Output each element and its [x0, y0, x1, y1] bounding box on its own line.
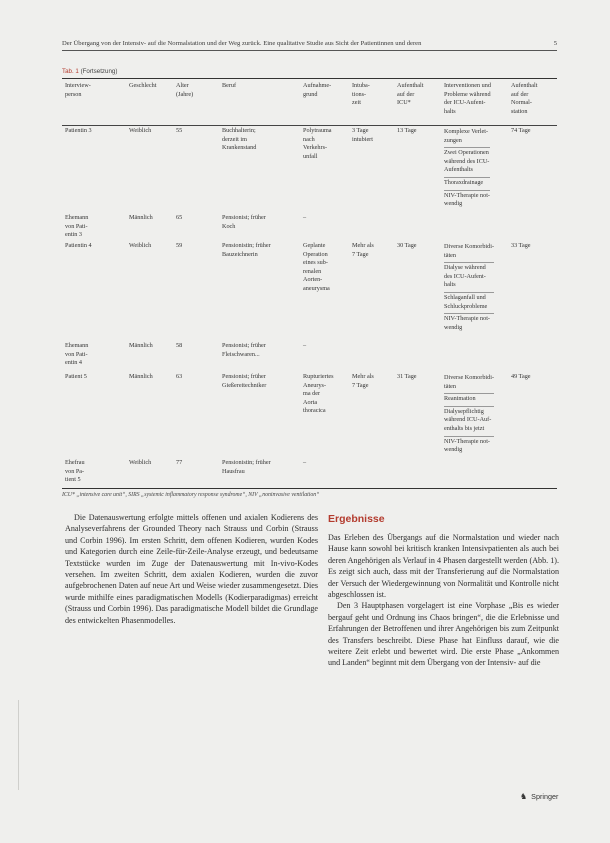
cell-line: Pensionistin; früher [222, 242, 271, 249]
table-header-age [176, 82, 193, 99]
cell-line: Buchhalterin; [222, 127, 256, 134]
publisher-name: Springer [531, 792, 559, 801]
table-cell-occupation [222, 214, 266, 231]
table-cell-interview-person [65, 373, 87, 382]
intervention-item [444, 393, 494, 404]
table-cell-occupation [222, 127, 256, 153]
table-cell-admission-reason [303, 342, 306, 351]
cell-line: Dialysepflichtig [444, 407, 484, 415]
cell-line: Schluckprobleme [444, 302, 488, 310]
cell-line: derzeit im [222, 135, 247, 143]
cell-line: Mehr als [352, 373, 374, 380]
table-header-rule [62, 125, 557, 126]
table-cell-interview-person [65, 342, 88, 368]
intervention-item [444, 292, 494, 311]
table-bottom-rule [62, 488, 557, 489]
right-column [328, 512, 559, 669]
cell-line: von Pati- [65, 222, 88, 230]
table-top-rule [62, 78, 557, 79]
cell-line: Schlaganfall und [444, 293, 486, 301]
table-cell-interventions [444, 243, 494, 332]
cell-line: Männlich [129, 342, 153, 349]
cell-line: 13 Tage [397, 127, 417, 134]
cell-line: von Pati- [65, 350, 88, 358]
cell-line: Hausfrau [222, 467, 245, 475]
cell-line: Aufenthalts [444, 166, 473, 174]
table-cell-age [176, 242, 182, 251]
table-cell-intubation-time [352, 127, 373, 144]
table-cell-occupation [222, 342, 266, 359]
cell-line: Interview- [65, 82, 91, 89]
cell-line: Aneurys- [303, 381, 327, 389]
cell-line: 55 [176, 127, 183, 134]
table-cell-admission-reason [303, 373, 334, 416]
cell-line: enthalts bis jetzt [444, 424, 485, 432]
cell-line: 77 [176, 459, 183, 466]
table-cell-icu-stay [397, 127, 417, 136]
cell-line: NIV-Therapie not- [444, 437, 490, 445]
cell-line: eines sub- [303, 259, 328, 267]
cell-line: Aufenthalt [511, 82, 538, 89]
cell-line: (Jahre) [176, 90, 194, 98]
cell-line: Patientin 4 [65, 242, 92, 249]
cell-line: halts [444, 107, 456, 115]
cell-line: Gießereitechniker [222, 381, 267, 389]
cell-line: Ehemann [65, 342, 89, 349]
table-cell-interview-person [65, 214, 88, 240]
cell-line: Koch [222, 222, 236, 230]
intervention-item [444, 128, 490, 145]
intervention-item [444, 177, 490, 188]
cell-line: Krankenstand [222, 144, 257, 152]
cell-line: Patientin 3 [65, 127, 92, 134]
cell-line: 74 Tage [511, 127, 531, 134]
publisher-logo [520, 792, 558, 801]
body-paragraph: Den 3 Hauptphasen vorgelagert ist eine Vorphase „Bis es wieder bergauf geht und Ordnung ins Chaos bringen“, die die Erlebnisse und Erfahrungen der Betroffenen und ihrer Angehörigen bis zum Zeitpunkt des Transfers beschreibt. Diese Phase hat Einfluss darauf, wie die weitere Zeit erlebt und bewertet wird. Die erste Phase „Ankommen und Landen“ beginnt mit dem Übergang von der Intensiv- auf die [328, 601, 559, 668]
table-cell-admission-reason [303, 242, 330, 294]
intervention-item [444, 262, 494, 290]
table-cell-ward-stay [511, 242, 531, 251]
table-cell-gender [129, 214, 153, 223]
cell-line: Männlich [129, 373, 153, 380]
scan-edge-mark [18, 700, 19, 790]
cell-line: Diverse Komorbidi- [444, 243, 495, 250]
cell-line: person [65, 90, 82, 98]
cell-line: Beruf [222, 82, 237, 89]
cell-line: Geschlecht [129, 82, 157, 89]
cell-line: 58 [176, 342, 183, 349]
cell-line: Pensionist; früher [222, 342, 266, 349]
cell-line: Ehemann [65, 214, 89, 221]
intervention-item [444, 147, 490, 175]
cell-line: Aufnahme- [303, 82, 332, 89]
table-header-icu-stay [397, 82, 423, 108]
table-header-occupation [222, 82, 236, 91]
cell-line: täten [444, 382, 457, 390]
cell-line: Weiblich [129, 242, 152, 249]
cell-line: Intuba- [352, 82, 370, 89]
table-cell-interview-person [65, 127, 92, 136]
table-header-intubation-time [352, 82, 370, 108]
cell-line: Normal- [511, 99, 532, 107]
cell-line: nach [303, 135, 315, 143]
cell-line: zungen [444, 136, 462, 144]
springer-horse-icon: ♞ [520, 792, 528, 801]
table-cell-gender [129, 127, 151, 136]
table-cell-gender [129, 459, 151, 468]
table-caption-label: Tab. 1 [62, 68, 79, 75]
table-cell-intubation-time [352, 242, 374, 259]
cell-line: 7 Tage [352, 381, 369, 389]
cell-line: Mehr als [352, 242, 374, 249]
cell-line: täten [444, 251, 457, 259]
table-cell-interview-person [65, 459, 85, 485]
table-cell-intubation-time [352, 373, 374, 390]
cell-line: NIV-Therapie not- [444, 315, 490, 323]
table-cell-interview-person [65, 242, 92, 251]
cell-line: Probleme während [444, 90, 491, 98]
cell-line: 33 Tage [511, 242, 531, 249]
cell-line: Komplexe Verlet- [444, 128, 489, 135]
cell-line: ICU* [397, 99, 411, 107]
cell-line: halts [444, 281, 456, 289]
table-cell-age [176, 373, 182, 382]
table-cell-admission-reason [303, 127, 332, 161]
table-caption [62, 68, 117, 75]
cell-line: entin 3 [65, 231, 83, 239]
cell-line: Aufenthalt [397, 82, 424, 89]
cell-line: tions- [352, 90, 367, 98]
table-footnote: ICU* „intensive care unit“, SIRS „systemic inflammatory response syndrome“, NIV „noninvasive ventilation“ [62, 492, 320, 498]
table-cell-gender [129, 342, 153, 351]
intervention-item [444, 374, 494, 391]
cell-line: NIV-Therapie not- [444, 191, 490, 199]
running-head-text: Der Übergang von der Intensiv- auf die Normalstation und der Weg zurück. Eine qualitative Studie aus Sicht der Patientinnen und deren [62, 40, 422, 47]
cell-line: wendig [444, 200, 463, 208]
table-cell-occupation [222, 459, 271, 476]
cell-line: 30 Tage [397, 242, 417, 249]
cell-line: ma der [303, 390, 321, 398]
cell-line: des ICU-Aufent- [444, 272, 486, 280]
table-cell-admission-reason [303, 214, 306, 223]
body-paragraph: Das Erleben des Übergangs auf die Normalstation und wieder nach Hause kann sowohl bei kritisch kranken Intensivpatienten als auch bei deren Angehörigen als Verlauf in 4 Phasen dargestellt werden (Abb. 1). Es zeigt sich auch, dass mit der Transferierung auf die Normalstation der Versuch der Wiedergewinnung von Normalität und Kontrolle nicht abgeschlossen ist. [328, 533, 559, 600]
cell-line: der ICU-Aufent- [444, 99, 486, 107]
table-cell-interventions [444, 374, 494, 455]
cell-line: intubiert [352, 135, 373, 143]
cell-line: Weiblich [129, 459, 152, 466]
cell-line: von Pa- [65, 467, 85, 475]
table-cell-gender [129, 242, 151, 251]
cell-line: Männlich [129, 214, 153, 221]
table-cell-gender [129, 373, 153, 382]
cell-line: 7 Tage [352, 250, 369, 258]
cell-line: – [303, 214, 307, 221]
table-header-ward-stay [511, 82, 537, 116]
cell-line: wendig [444, 323, 463, 331]
cell-line: Reanimation [444, 395, 476, 403]
cell-line: Dialyse während [444, 264, 486, 272]
body-paragraph: Die Datenauswertung erfolgte mittels offenen und axialen Kodierens des Analyseverfahrens der Grounded Theory nach Strauss und Corbin (Strauss und Corbin 1996). Im ersten Schritt, dem offenen Kodieren, wurden Kodes und Kategorien durch eine Zeile-für-Zeile-Analyse erzeugt, und bedeutsame Textstücke wurden im Zuge der Datenauswertung mit In-vivo-Kodes versehen. Im zweiten Schritt, dem axialen Kodieren, wurden die zuvor aufgebrochenen Daten auf neue Art und Weise wieder zusammengesetzt. Dies wurde mithilfe eines paradigmatischen Modells (Kodierparadigmas) erreicht (Strauss und Corbin 1996). Das paradigmatische Modell bildet die Grundlage des entwickelten Phasenmodelles. [65, 513, 318, 625]
cell-line: während des ICU- [444, 157, 490, 165]
intervention-item [444, 406, 494, 434]
table-cell-icu-stay [397, 373, 417, 382]
cell-line: Aorten- [303, 276, 323, 284]
cell-line: Thoraxdrainage [444, 178, 484, 186]
cell-line: Interventionen und [444, 82, 491, 89]
cell-line: Aorta [303, 398, 318, 406]
cell-line: Alter [176, 82, 189, 89]
table-caption-continuation: (Fortsetzung) [80, 68, 118, 75]
table-cell-age [176, 214, 182, 223]
intervention-item [444, 436, 494, 455]
cell-line: auf der [397, 90, 415, 98]
table-header-interview-person [65, 82, 91, 99]
cell-line: Pensionist; früher [222, 373, 266, 380]
cell-line: unfall [303, 152, 318, 160]
table-cell-ward-stay [511, 373, 531, 382]
table-header-interventions [444, 82, 491, 116]
cell-line: 65 [176, 214, 183, 221]
cell-line: Geplante [303, 242, 326, 249]
table-header-admission-reason [303, 82, 331, 99]
cell-line: wendig [444, 446, 463, 454]
cell-line: grund [303, 90, 318, 98]
page-number: 5 [553, 40, 557, 47]
left-column [65, 512, 318, 626]
intervention-item [444, 243, 494, 260]
cell-line: Fleischwaren... [222, 350, 260, 358]
cell-line: tient 5 [65, 476, 81, 484]
cell-line: 49 Tage [511, 373, 531, 380]
cell-line: renalen [303, 267, 322, 275]
cell-line: Ehefrau [65, 459, 85, 466]
cell-line: zeit [352, 99, 361, 107]
cell-line: thoracica [303, 407, 326, 415]
table-cell-age [176, 459, 182, 468]
cell-line: Polytrauma [303, 127, 332, 134]
cell-line: 63 [176, 373, 183, 380]
table-cell-icu-stay [397, 242, 417, 251]
cell-line: Patient 5 [65, 373, 87, 380]
table-header-gender [129, 82, 157, 91]
cell-line: – [303, 459, 307, 466]
cell-line: während ICU-Auf- [444, 416, 492, 424]
running-head [62, 40, 557, 47]
cell-line: Pensionist; früher [222, 214, 266, 221]
section-heading: Ergebnisse [328, 513, 385, 525]
intervention-item [444, 313, 494, 332]
cell-line: entin 4 [65, 359, 83, 367]
cell-line: – [303, 342, 307, 349]
table-cell-age [176, 342, 182, 351]
table-cell-admission-reason [303, 459, 306, 468]
cell-line: aneurysma [303, 284, 330, 292]
table-cell-occupation [222, 373, 266, 390]
cell-line: 59 [176, 242, 183, 249]
table-cell-interventions [444, 128, 490, 209]
cell-line: Pensionistin; früher [222, 459, 271, 466]
cell-line: auf der [511, 90, 529, 98]
cell-line: Verkehrs- [303, 144, 328, 152]
cell-line: Weiblich [129, 127, 152, 134]
cell-line: Zwei Operationen [444, 149, 489, 157]
cell-line: 3 Tage [352, 127, 369, 134]
table-cell-age [176, 127, 182, 136]
table-cell-occupation [222, 242, 271, 259]
cell-line: Operation [303, 250, 328, 258]
cell-line: 31 Tage [397, 373, 417, 380]
cell-line: Diverse Komorbidi- [444, 374, 495, 381]
intervention-item [444, 190, 490, 209]
table-cell-ward-stay [511, 127, 531, 136]
cell-line: Rupturiertes [303, 373, 334, 380]
header-rule [62, 50, 557, 51]
cell-line: station [511, 107, 528, 115]
cell-line: Bauzeichnerin [222, 250, 258, 258]
